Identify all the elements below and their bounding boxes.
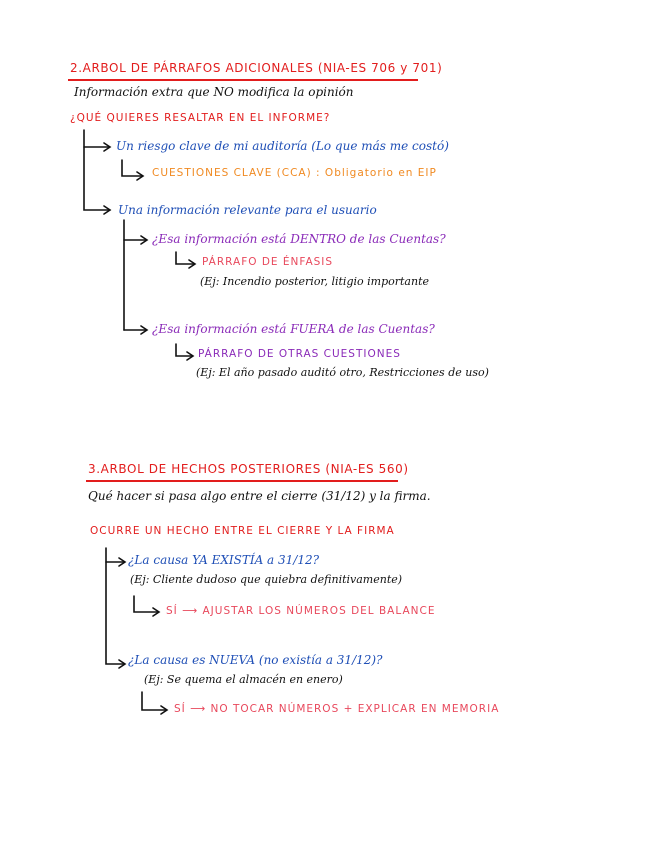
otras-cuestiones-result: PÁRRAFO DE OTRAS CUESTIONES	[198, 348, 401, 360]
enfasis-result: PÁRRAFO DE ÉNFASIS	[202, 256, 334, 268]
memoria-result: SÍ ⟶ NO TOCAR NÚMEROS + EXPLICAR EN MEMORIA	[174, 703, 500, 715]
section2-subtitle: Información extra que NO modifica la opinión	[74, 85, 354, 99]
branch2-label: Una información relevante para el usuario	[118, 203, 377, 217]
section2-question: ¿QUÉ QUIERES RESALTAR EN EL INFORME?	[70, 112, 331, 124]
section3-subtitle: Qué hacer si pasa algo entre el cierre (31/12) y la firma.	[88, 489, 431, 503]
ajustar-result: SÍ ⟶ AJUSTAR LOS NÚMEROS DEL BALANCE	[166, 605, 436, 617]
section3-title-underline	[86, 480, 398, 482]
branch-line	[84, 130, 110, 210]
nueva-example: (Ej: Se quema el almacén en enero)	[144, 673, 343, 686]
enfasis-example: (Ej: Incendio posterior, litigio importante	[200, 275, 429, 288]
section2-title-underline	[68, 79, 418, 81]
existia-example: (Ej: Cliente dudoso que quiebra definitivamente)	[130, 573, 403, 586]
dentro-question: ¿Esa información está DENTRO de las Cuentas?	[152, 232, 446, 246]
nueva-question: ¿La causa es NUEVA (no existía a 31/12)?	[128, 653, 383, 667]
fuera-question: ¿Esa información está FUERA de las Cuentas?	[152, 322, 435, 336]
cca-result: CUESTIONES CLAVE (CCA) : Obligatorio en EIP	[152, 167, 437, 179]
branch1-label: Un riesgo clave de mi auditoría (Lo que más me costó)	[116, 139, 449, 153]
existia-question: ¿La causa YA EXISTÍA a 31/12?	[128, 553, 320, 567]
section3-question: OCURRE UN HECHO ENTRE EL CIERRE Y LA FIRMA	[90, 525, 395, 537]
otras-cuestiones-example: (Ej: El año pasado auditó otro, Restricciones de uso)	[196, 366, 489, 379]
section2-title: 2.ARBOL DE PÁRRAFOS ADICIONALES (NIA-ES 706 y 701)	[70, 61, 443, 75]
section3-title: 3.ARBOL DE HECHOS POSTERIORES (NIA-ES 560)	[88, 462, 409, 476]
